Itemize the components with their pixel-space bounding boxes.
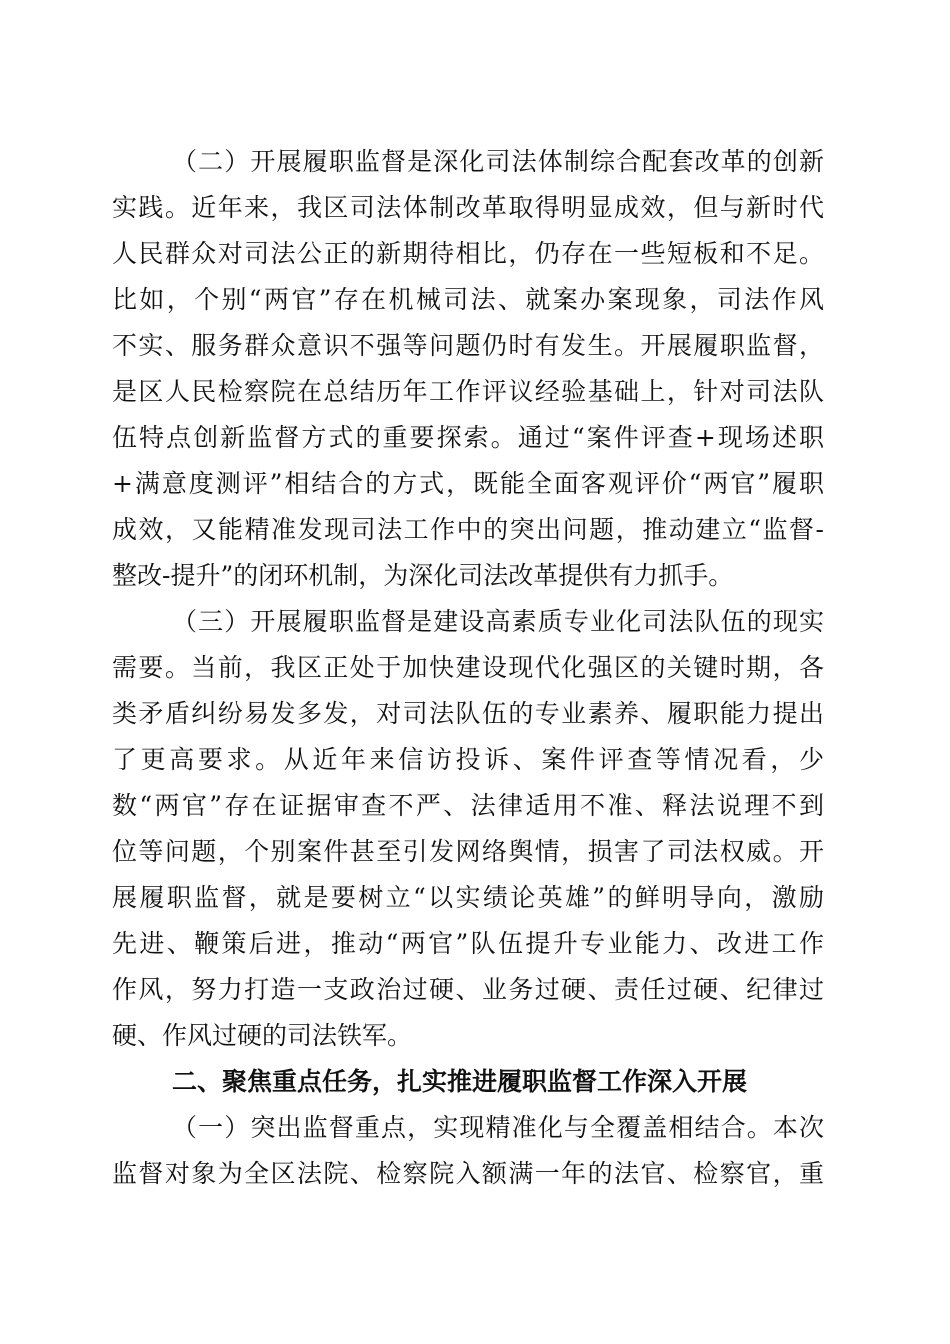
section-c-line-8: 先进、鞭策后进，推动“两官”队伍提升专业能力、改进工作	[112, 929, 824, 958]
section-d-line-1: （一）突出监督重点，实现精准化与全覆盖相结合。本次	[172, 1113, 824, 1142]
section-c-line-10: 硬、作风过硬的司法铁军。	[112, 1021, 413, 1050]
section-d-line-2: 监督对象为全区法院、检察院入额满一年的法官、检察官，重	[112, 1159, 824, 1188]
section-b-line-2: 实践。近年来，我区司法体制改革取得明显成效，但与新时代	[112, 193, 824, 222]
section-c-line-2: 需要。当前，我区正处于加快建设现代化强区的关键时期，各	[112, 653, 824, 682]
part-two-heading: 二、聚焦重点任务，扎实推进履职监督工作深入开展	[172, 1067, 748, 1096]
section-c-line-3: 类矛盾纠纷易发多发，对司法队伍的专业素养、履职能力提出	[112, 699, 824, 728]
section-b-line-7: 伍特点创新监督方式的重要探索。通过“案件评查+现场述职	[112, 423, 824, 452]
section-b-line-6: 是区人民检察院在总结历年工作评议经验基础上，针对司法队	[112, 377, 824, 406]
section-c-line-7: 展履职监督，就是要树立“以实绩论英雄”的鲜明导向，激励	[112, 883, 824, 912]
section-c-line-6: 位等问题，个别案件甚至引发网络舆情，损害了司法权威。开	[112, 837, 824, 866]
section-c-line-5: 数“两官”存在证据审查不严、法律适用不准、释法说理不到	[112, 791, 824, 820]
section-b-line-10: 整改-提升”的闭环机制，为深化司法改革提供有力抓手。	[112, 561, 734, 590]
section-b-line-3: 人民群众对司法公正的新期待相比，仍存在一些短板和不足。	[112, 239, 824, 268]
section-b-line-9: 成效，又能精准发现司法工作中的突出问题，推动建立“监督-	[112, 515, 824, 544]
section-b-line-1: （二）开展履职监督是深化司法体制综合配套改革的创新	[172, 147, 824, 176]
section-b-line-5: 不实、服务群众意识不强等问题仍时有发生。开展履职监督，	[112, 331, 824, 360]
section-b-line-8: +满意度测评”相结合的方式，既能全面客观评价“两官”履职	[112, 469, 824, 498]
section-c-line-4: 了更高要求。从近年来信访投诉、案件评查等情况看，少	[112, 745, 824, 774]
section-c-line-1: （三）开展履职监督是建设高素质专业化司法队伍的现实	[172, 607, 824, 636]
section-c-line-9: 作风，努力打造一支政治过硬、业务过硬、责任过硬、纪律过	[112, 975, 824, 1004]
section-b-line-4: 比如，个别“两官”存在机械司法、就案办案现象，司法作风	[112, 285, 824, 314]
